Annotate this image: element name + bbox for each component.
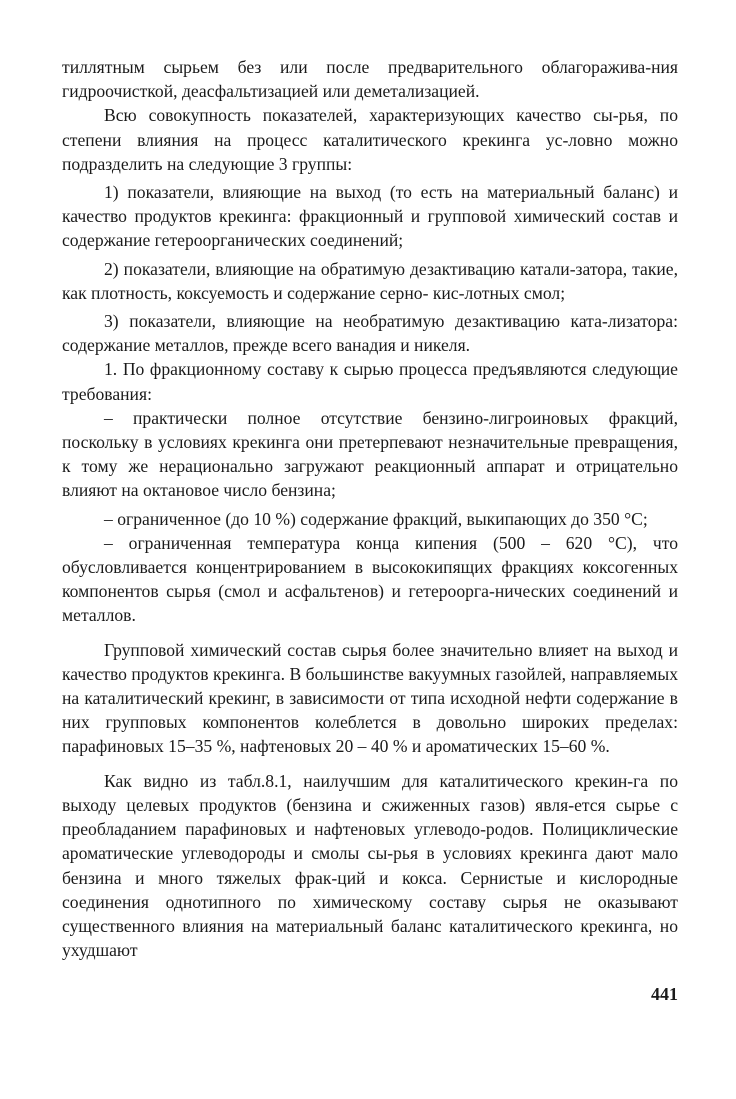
requirement-item-2: – ограниченное (до 10 %) содержание фракций, выкипающих до 350 °С; [104, 508, 648, 529]
list-item-group-2: 2) показатели, влияющие на обратимую дезактивацию катали-затора, такие, как плотность, коксуемость и содержание серно- кис-лотных смол; [62, 258, 678, 303]
paragraph-fraction-requirements: 1. По фракционному составу к сырью процесса предъявляются следующие требования: [62, 359, 678, 404]
paragraph-intro: Всю совокупность показателей, характеризующих качество сы-рья, по степени влияния на процесс каталитического крекинга ус-ловно можно подразделить на следующие 3 группы: [62, 105, 678, 174]
requirement-item-1: – практически полное отсутствие бензино-лигроиновых фракций, поскольку в условиях крекинга они претерпевают незначительные превращения, к тому же нерационально загружают реакционный аппарат и отрицательно влияют на октановое число бензина; [62, 407, 678, 501]
paragraph-table-reference: Как видно из табл.8.1, наилучшим для каталитического крекин-га по выходу целевых продуктов (бензина и сжиженных газов) явля-ется сырье с преобладанием парафиновых и нафтеновых углеводо-родов. Полициклические ароматические углеводороды и смолы сы-рья в условиях крекинга дают мало бензина и много тяжелых фрак-ций и кокса. Сернистые и кислородные соединения однотипного по химическому составу сырья не оказывают существенного влияния на материальный баланс каталитического крекинга, но ухудшают [62, 770, 678, 961]
requirement-item-3: – ограниченная температура конца кипения (500 – 620 °С), что обусловливается концентрированием в высококипящих фракциях коксогенных компонентов сырья (смол и асфальтенов) и гетероорга-нических соединений и металлов. [62, 532, 678, 626]
body-text [62, 55, 678, 962]
page-number: 441 [651, 984, 678, 1004]
list-item-group-1: 1) показатели, влияющие на выход (то есть на материальный баланс) и качество продуктов крекинга: фракционный и групповой химический состав и содержание гетероорганических соединений; [62, 182, 678, 251]
paragraph-group-composition: Групповой химический состав сырья более значительно влияет на выход и качество продуктов крекинга. В большинстве вакуумных газойлей, направляемых на каталитический крекинг, в зависимости от типа исходной нефти содержание в них групповых компонентов колеблется в довольно широких пределах: парафиновых 15–35 %, нафтеновых 20 – 40 % и ароматических 15–60 %. [62, 639, 678, 757]
list-item-group-3: 3) показатели, влияющие на необратимую дезактивацию ката-лизатора: содержание металлов, прежде всего ванадия и никеля. [62, 311, 678, 356]
paragraph-continuation: тиллятным сырьем без или после предварительного облагоражива-ния гидроочисткой, деасфальтизацией или деметализацией. [62, 57, 678, 102]
